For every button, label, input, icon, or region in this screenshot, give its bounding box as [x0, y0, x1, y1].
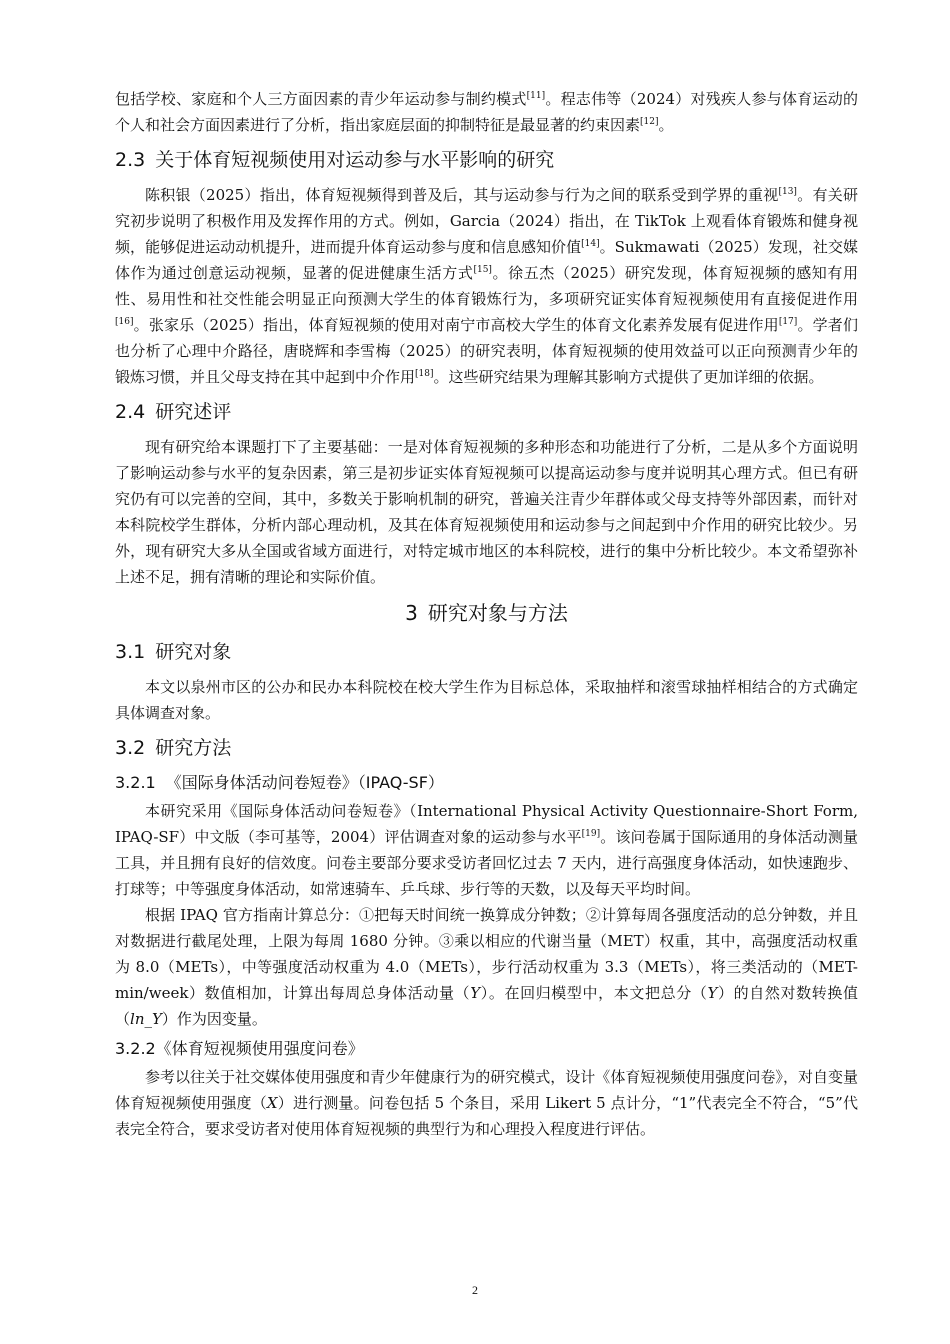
section-number: 2.4	[115, 401, 146, 423]
text: 。学者们也分析了心理中介路径，唐晓辉和李雪梅（2025）的研究表明，体育短视频的使用效益可以正向预测青少年的锻炼习惯，并且父母支持在其中起到中介作用	[115, 316, 858, 386]
text: 。有关研究初步说明了积极作用及发挥作用的方式。例如，Garcia（2024）指出，在 TikTok 上观看体育锻炼和健身视频，能够促进运动动机提升，进而提升体育运动参与度和信息感知价值	[115, 186, 858, 256]
section-2-4-heading	[115, 398, 858, 426]
section-3-2-1-paragraph-2	[115, 902, 858, 1032]
text: ）的自然对数转换值（	[115, 984, 858, 1028]
section-number: 3.2.1	[115, 773, 156, 792]
section-3-1-paragraph: 本文以泉州市区的公办和民办本科院校在校大学生作为目标总体，采取抽样和滚雪球抽样相结合的方式确定具体调查对象。	[115, 678, 858, 722]
variable: X	[266, 1094, 278, 1112]
section-number: 3.2	[115, 737, 146, 759]
section-title: 研究对象	[155, 641, 232, 663]
chapter-title: 研究对象与方法	[427, 601, 568, 625]
text: 。程志伟等（2024）对残疾人参与体育运动的个人和社会方面因素进行了分析，指出家庭层面的抑制特征是最显著的约束因素	[115, 90, 858, 134]
intro-paragraph	[115, 86, 858, 138]
text: 。徐五杰（2025）研究发现，体育短视频的感知有用性、易用性和社交性能会明显正向预测大学生的体育锻炼行为，多项研究证实体育短视频使用有直接促进作用	[115, 264, 858, 308]
section-title: 《国际身体活动问卷短卷》（IPAQ-SF）	[165, 773, 444, 792]
section-title: 研究方法	[155, 737, 232, 759]
section-3-2-2-paragraph	[115, 1064, 858, 1142]
text: ）作为因变量。	[161, 1010, 267, 1028]
section-title: 《体育短视频使用强度问卷》	[155, 1039, 364, 1058]
citation: [16]	[115, 317, 134, 327]
citation: [11]	[526, 91, 546, 101]
citation: [15]	[473, 265, 492, 275]
text: 陈积银（2025）指出，体育短视频得到普及后，其与运动参与行为之间的联系受到学界的重视	[145, 186, 779, 204]
variable: Y	[707, 984, 718, 1002]
section-2-4-paragraph: 现有研究给本课题打下了主要基础：一是对体育短视频的多种形态和功能进行了分析，二是从多个方面说明了影响运动参与水平的复杂因素，第三是初步证实体育短视频可以提高运动参与度并说明其心理方式。但已有研究仍有可以完善的空间，其中，多数关于影响机制的研究，普遍关注青少年群体或父母支持等外部因素，而针对本科院校学生群体，分析内部心理动机，及其在体育短视频使用和运动参与之间起到中介作用的研究比较少。另外，现有研究大多从全国或省域方面进行，对特定城市地区的本科院校，进行的集中分析比较少。本文希望弥补上述不足，拥有清晰的理论和实际价值。	[115, 438, 858, 586]
citation: [19]	[581, 829, 601, 839]
page-number: 2	[472, 1283, 478, 1297]
text: 。	[658, 116, 674, 134]
section-3-2-2-heading	[115, 1036, 858, 1062]
text: ）。在回归模型中，本文把总分（	[480, 984, 708, 1002]
citation: [13]	[778, 187, 797, 197]
section-title: 研究述评	[155, 401, 232, 423]
section-number: 3.2.2	[115, 1039, 156, 1058]
citation: [17]	[778, 317, 798, 327]
document-page	[115, 86, 858, 1142]
text: ）进行测量。问卷包括 5 个条目，采用 Likert 5 点计分，“1”代表完全不符合，“5”代表完全符合，要求受访者对使用体育短视频的典型行为和心理投入程度进行评估。	[115, 1094, 858, 1138]
citation: [12]	[640, 117, 659, 127]
citation: [18]	[415, 369, 434, 379]
section-3-2-heading	[115, 734, 858, 762]
citation: [14]	[581, 239, 600, 249]
variable: Y	[470, 984, 481, 1002]
section-3-2-1-heading	[115, 770, 858, 796]
text: 。该问卷属于国际通用的身体活动测量工具，并且拥有良好的信效度。问卷主要部分要求受访者回忆过去 7 天内，进行高强度身体活动，如快速跑步、打球等；中等强度身体活动，如常速骑车、乒乓球、步行等的天数，以及每天平均时间。	[115, 828, 858, 898]
section-number: 2.3	[115, 149, 146, 171]
section-2-3-heading	[115, 146, 858, 174]
text: 根据 IPAQ 官方指南计算总分：①把每天时间统一换算成分钟数；②计算每周各强度活动的总分钟数，并且对数据进行截尾处理，上限为每周 1680 分钟。③乘以相应的代谢当量（MET）权重，其中，高强度活动权重为 8.0（METs），中等强度活动权重为 4.0（METs），步行活动权重为 3.3（METs），将三类活动的（MET-min/week）数值相加，计算出每周总身体活动量（	[115, 906, 858, 1002]
section-3-1-heading	[115, 638, 858, 666]
text: 。张家乐（2025）指出，体育短视频的使用对南宁市高校大学生的体育文化素养发展有促进作用	[133, 316, 779, 334]
section-title: 关于体育短视频使用对运动参与水平影响的研究	[155, 149, 555, 171]
section-2-3-paragraph	[115, 182, 858, 390]
text: 。Sukmawati（2025）发现，社交媒体作为通过创意运动视频，显著的促进健康生活方式	[115, 238, 858, 282]
section-number: 3.1	[115, 641, 146, 663]
variable: ln_Y	[130, 1010, 162, 1028]
text: 。这些研究结果为理解其影响方式提供了更加详细的依据。	[433, 368, 824, 386]
text: 参考以往关于社交媒体使用强度和青少年健康行为的研究模式，设计《体育短视频使用强度问卷》，对自变量体育短视频使用强度（	[115, 1068, 858, 1112]
chapter-3-heading	[115, 598, 858, 628]
chapter-number: 3	[405, 601, 418, 625]
text: 本研究采用《国际身体活动问卷短卷》（International Physical Activity Questionnaire-Short Form, IPAQ-SF）中文版（李可基等，2004）评估调查对象的运动参与水平	[115, 802, 858, 846]
section-3-2-1-paragraph-1	[115, 798, 858, 902]
text: 包括学校、家庭和个人三方面因素的青少年运动参与制约模式	[115, 90, 527, 108]
